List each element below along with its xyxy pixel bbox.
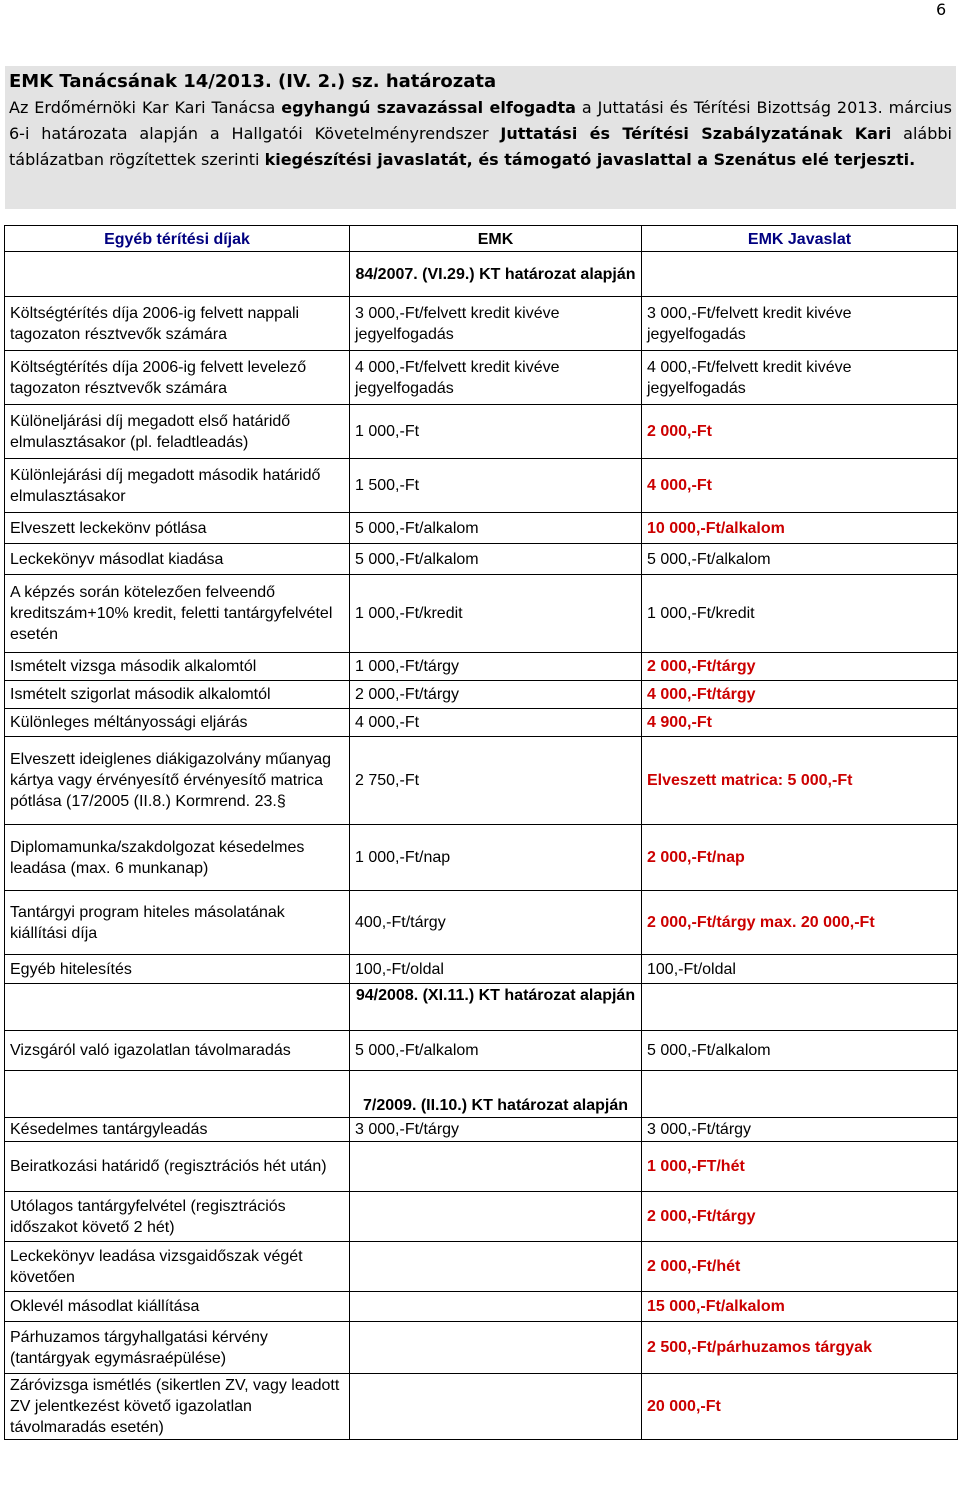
- table-row: [5, 1142, 958, 1192]
- fee-emk: [350, 1292, 642, 1322]
- table-cell: [5, 1071, 350, 1118]
- fee-proposal: 2 000,-Ft/tárgy: [642, 653, 958, 681]
- table-row: [5, 459, 958, 513]
- fee-name: Különlejárási díj megadott második határidő elmulasztásakor: [5, 459, 350, 513]
- fee-proposal: 100,-Ft/oldal: [642, 955, 958, 984]
- fee-proposal: 3 000,-Ft/felvett kredit kivéve jegyelfogadás: [642, 297, 958, 351]
- fee-proposal: 1 000,-FT/hét: [642, 1142, 958, 1192]
- fee-name: Tantárgyi program hiteles másolatának kiállítási díja: [5, 891, 350, 955]
- table-row: [5, 544, 958, 575]
- fee-name: Oklevél másodlat kiállítása: [5, 1292, 350, 1322]
- fee-proposal: 2 000,-Ft/tárgy: [642, 1192, 958, 1242]
- table-row: [5, 955, 958, 984]
- fee-emk: 5 000,-Ft/alkalom: [350, 1031, 642, 1071]
- fee-proposal: 2 000,-Ft: [642, 405, 958, 459]
- fee-name: Leckekönyv leadása vizsgaidőszak végét követően: [5, 1242, 350, 1292]
- fee-proposal: 3 000,-Ft/tárgy: [642, 1118, 958, 1142]
- fee-emk: 5 000,-Ft/alkalom: [350, 544, 642, 575]
- fee-emk: 2 750,-Ft: [350, 737, 642, 825]
- fee-proposal: 4 000,-Ft/tárgy: [642, 681, 958, 709]
- fee-name: Egyéb hitelesítés: [5, 955, 350, 984]
- table-row: [5, 513, 958, 544]
- fee-name: Utólagos tantárgyfelvétel (regisztrációs időszakot követő 2 hét): [5, 1192, 350, 1242]
- fee-name: Beiratkozási határidő (regisztrációs hét után): [5, 1142, 350, 1192]
- fee-proposal: Elveszett matrica: 5 000,-Ft: [642, 737, 958, 825]
- table-cell: [5, 252, 350, 297]
- fee-emk: [350, 1322, 642, 1374]
- fee-emk: [350, 1192, 642, 1242]
- table-row: [5, 825, 958, 891]
- table-row: [5, 681, 958, 709]
- fee-emk: 2 000,-Ft/tárgy: [350, 681, 642, 709]
- fee-emk: 1 000,-Ft: [350, 405, 642, 459]
- fee-proposal: 10 000,-Ft/alkalom: [642, 513, 958, 544]
- fee-proposal: 5 000,-Ft/alkalom: [642, 1031, 958, 1071]
- fee-emk: 3 000,-Ft/tárgy: [350, 1118, 642, 1142]
- fee-proposal: 4 000,-Ft: [642, 459, 958, 513]
- table-row: [5, 1242, 958, 1292]
- fee-emk: 100,-Ft/oldal: [350, 955, 642, 984]
- fee-name: Különleges méltányossági eljárás: [5, 709, 350, 737]
- fee-name: Ismételt szigorlat második alkalomtól: [5, 681, 350, 709]
- table-row: [5, 737, 958, 825]
- table-row: [5, 653, 958, 681]
- table-row: [5, 1118, 958, 1142]
- fee-proposal: 4 000,-Ft/felvett kredit kivéve jegyelfogadás: [642, 351, 958, 405]
- fee-proposal: 2 000,-Ft/hét: [642, 1242, 958, 1292]
- fee-name: Elveszett ideiglenes diákigazolvány műanyag kártya vagy érvényesítő érvényesítő matrica pótlása (17/2005 (II.8.) Kormrend. 23.§: [5, 737, 350, 825]
- section-row: [5, 1071, 958, 1118]
- section-label: 7/2009. (II.10.) KT határozat alapján: [350, 1071, 642, 1118]
- fee-emk: 3 000,-Ft/felvett kredit kivéve jegyelfogadás: [350, 297, 642, 351]
- resolution-text-part: alábbi táblázatban rögzítettek szerinti: [9, 124, 952, 169]
- table-row: [5, 709, 958, 737]
- fee-proposal: 2 000,-Ft/tárgy max. 20 000,-Ft: [642, 891, 958, 955]
- fee-name: Diplomamunka/szakdolgozat késedelmes leadása (max. 6 munkanap): [5, 825, 350, 891]
- resolution-heading: EMK Tanácsának 14/2013. (IV. 2.) sz. határozata: [9, 71, 497, 92]
- table-cell: [642, 1071, 958, 1118]
- resolution-text-bold: Juttatási és Térítési Szabályzatának Kari: [500, 124, 892, 143]
- table-row: [5, 1031, 958, 1071]
- fee-proposal: 20 000,-Ft: [642, 1374, 958, 1440]
- fee-name: A képzés során kötelezően felveendő kreditszám+10% kredit, feletti tantárgyfelvétel esetén: [5, 575, 350, 653]
- section-row: [5, 984, 958, 1031]
- table-cell: [642, 984, 958, 1031]
- resolution-text-bold: egyhangú szavazással elfogadta: [281, 98, 576, 117]
- section-label: 94/2008. (XI.11.) KT határozat alapján: [350, 984, 642, 1031]
- header-emk: EMK: [350, 226, 642, 252]
- table-header-row: [5, 226, 958, 252]
- fee-emk: 1 000,-Ft/nap: [350, 825, 642, 891]
- fee-name: Záróvizsga ismétlés (sikertlen ZV, vagy leadott ZV jelentkezést követő igazolatlan távolmaradás esetén): [5, 1374, 350, 1440]
- header-fee-type: Egyéb térítési díjak: [5, 226, 350, 252]
- fee-emk: 1 000,-Ft/kredit: [350, 575, 642, 653]
- table-row: [5, 1292, 958, 1322]
- resolution-text-bold: kiegészítési javaslatát, és támogató javaslattal a Szenátus elé terjeszti.: [264, 150, 916, 169]
- fee-name: Költségtérítés díja 2006-ig felvett nappali tagozaton résztvevők számára: [5, 297, 350, 351]
- fee-emk: [350, 1242, 642, 1292]
- table-row: [5, 351, 958, 405]
- fee-name: Költségtérítés díja 2006-ig felvett levelező tagozaton résztvevők számára: [5, 351, 350, 405]
- resolution-text: [9, 95, 952, 173]
- table-cell: [642, 252, 958, 297]
- fee-name: Leckekönyv másodlat kiadása: [5, 544, 350, 575]
- fee-proposal: 2 000,-Ft/nap: [642, 825, 958, 891]
- resolution-block: [5, 66, 956, 209]
- fee-name: Vizsgáról való igazolatlan távolmaradás: [5, 1031, 350, 1071]
- fee-name: Ismételt vizsga második alkalomtól: [5, 653, 350, 681]
- table-cell: [5, 984, 350, 1031]
- fee-proposal: 1 000,-Ft/kredit: [642, 575, 958, 653]
- fee-emk: [350, 1374, 642, 1440]
- fee-proposal: 5 000,-Ft/alkalom: [642, 544, 958, 575]
- section-row: [5, 252, 958, 297]
- fee-emk: [350, 1142, 642, 1192]
- fee-emk: 5 000,-Ft/alkalom: [350, 513, 642, 544]
- table-row: [5, 1192, 958, 1242]
- fee-emk: 4 000,-Ft/felvett kredit kivéve jegyelfogadás: [350, 351, 642, 405]
- fee-name: Késedelmes tantárgyleadás: [5, 1118, 350, 1142]
- page-number: 6: [936, 0, 947, 19]
- fee-name: Párhuzamos tárgyhallgatási kérvény (tantárgyak egymásraépülése): [5, 1322, 350, 1374]
- resolution-text-part: Az Erdőmérnöki Kar Kari Tanácsa: [9, 98, 282, 117]
- fee-name: Elveszett leckekönv pótlása: [5, 513, 350, 544]
- table-row: [5, 575, 958, 653]
- section-label: 84/2007. (VI.29.) KT határozat alapján: [350, 252, 642, 297]
- table-row: [5, 891, 958, 955]
- table-row: [5, 1374, 958, 1440]
- resolution-text-part: a Juttatási és Térítési Bizottság 2013. március 6-i határozata alapján a Hallgatói Követelményrendszer: [9, 98, 953, 143]
- table-row: [5, 297, 958, 351]
- fee-proposal: 15 000,-Ft/alkalom: [642, 1292, 958, 1322]
- table-row: [5, 405, 958, 459]
- fee-emk: 1 000,-Ft/tárgy: [350, 653, 642, 681]
- fee-emk: 4 000,-Ft: [350, 709, 642, 737]
- fee-proposal: 2 500,-Ft/párhuzamos tárgyak: [642, 1322, 958, 1374]
- fee-emk: 1 500,-Ft: [350, 459, 642, 513]
- fee-emk: 400,-Ft/tárgy: [350, 891, 642, 955]
- fee-name: Különeljárási díj megadott első határidő elmulasztásakor (pl. feladtleadás): [5, 405, 350, 459]
- table-row: [5, 1322, 958, 1374]
- fee-proposal: 4 900,-Ft: [642, 709, 958, 737]
- header-emk-proposal: EMK Javaslat: [642, 226, 958, 252]
- fees-table: [4, 225, 958, 1440]
